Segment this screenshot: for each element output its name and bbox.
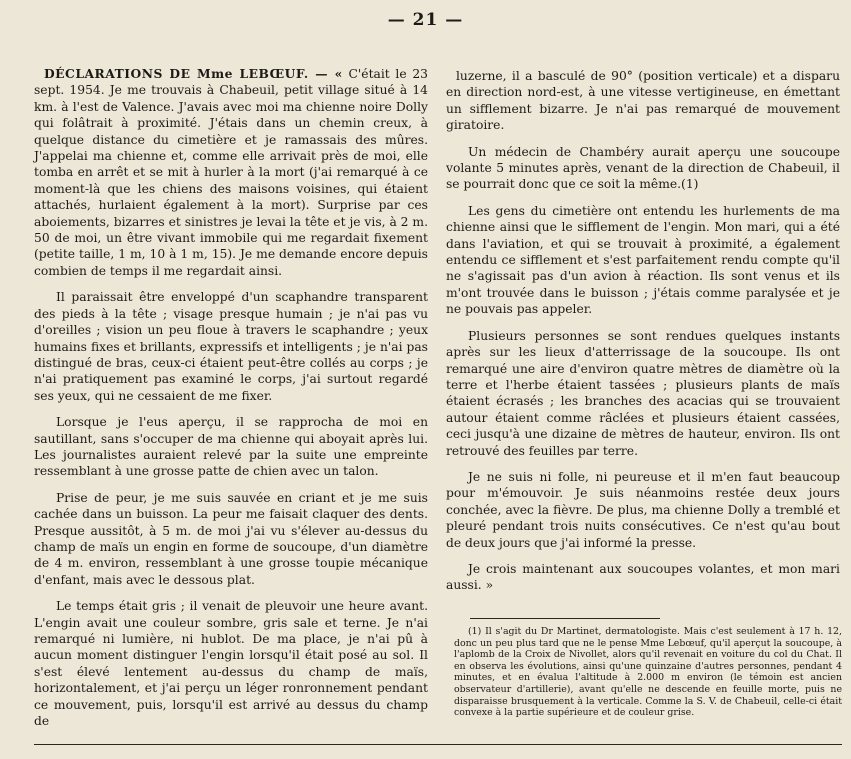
bottom-rule — [34, 744, 842, 745]
article-heading: DÉCLARATIONS DE Mme LEBŒUF. — « — [44, 66, 343, 81]
page-number: — 21 — — [387, 10, 464, 30]
paragraph: Je crois maintenant aux soucoupes volantes, et mon mari aussi. » — [446, 561, 840, 593]
paragraph: Je ne suis ni folle, ni peureuse et il m'en faut beaucoup pour m'émouvoir. Je suis néanmoins restée deux jours conchée, avec la fièvre. De plus, ma chienne Dolly a tremblé et pleuré pendant trois nuits consécutives. Ce n'est qu'au bout de deux jours que j'ai informé la presse. — [446, 469, 840, 550]
footnote-text: (1) Il s'agit du Dr Martinet, dermatologiste. Mais c'est seulement à 17 h. 12, donc un peu plus tard que ne le pense Mme Lebœuf, qu'il aperçut la soucoupe, à l'aplomb de la Croix de Nivollet, alors qu'il revenait en voiture du col du Chat. Il en observa les évolutions, ainsi qu'une quinzaine d'autres personnes, pendant 4 minutes, et en évalua l'altitude à 2.000 m environ (le témoin est ancien observateur d'artillerie), avant qu'elle ne descende en feuille morte, puis ne disparaisse brusquement à la verticale. Comme la S. V. de Chabeuil, celle-ci était convexe à la partie supérieure et de couleur grise. — [454, 626, 842, 719]
footnote — [454, 626, 842, 719]
first-paragraph — [34, 66, 428, 279]
paragraph: Lorsque je l'eus aperçu, il se rapprocha de moi en sautillant, sans s'occuper de ma chienne qui aboyait après lui. Les journalistes auraient relevé par la suite une empreinte ressemblant à une grosse patte de chien avec un talon. — [34, 415, 428, 479]
paragraph: Prise de peur, je me suis sauvée en criant et je me suis cachée dans un buisson. La peur me faisait claquer des dents. Presque aussitôt, à 5 m. de moi j'ai vu s'élever au-dessus du champ de maïs un engin en forme de soucoupe, d'un diamètre de 4 m. environ, ressemblant à une grosse toupie mécanique d'enfant, mais avec le dessous plat. — [34, 490, 428, 587]
paragraph: luzerne, il a basculé de 90° (position verticale) et a disparu en direction nord-est, à une vitesse vertigineuse, en émettant un sifflement bizarre. Je n'ai pas remarqué de mouvement giratoire. — [446, 69, 840, 133]
paragraph: Il paraissait être enveloppé d'un scaphandre transparent des pieds à la tête ; visage presque humain ; je n'ai pas vu d'oreilles ; vision un peu floue à travers le scaphandre ; yeux humains fixes et brillants, expressifs et intelligents ; je n'ai pas distingué de bras, ceux-ci étaient peut-être collés au corps ; je n'ai pratiquement pas examiné le corps, j'ai surtout regardé ses yeux, qui ne cessaient de me fixer. — [34, 290, 428, 403]
footnote-divider — [470, 618, 660, 619]
right-column — [446, 68, 840, 604]
left-column — [34, 66, 428, 739]
paragraph: Un médecin de Chambéry aurait aperçu une soucoupe volante 5 minutes après, venant de la direction de Chabeuil, il se pourrait donc que ce soit la même.(1) — [446, 144, 840, 192]
paragraph: Le temps était gris ; il venait de pleuvoir une heure avant. L'engin avait une couleur sombre, gris sale et terne. Je n'ai remarqué ni lumière, ni hublot. De ma place, je n'ai pû à aucun moment distinguer l'engin lorsqu'il était posé au sol. Il s'est élevé lentement au-dessus du champ de maïs, horizontalement, et j'ai perçu un léger ronronnement pendant ce mouvement, puis, lorsqu'il est arrivé au dessus du champ de — [34, 599, 428, 729]
paragraph: Plusieurs personnes se sont rendues quelques instants après sur les lieux d'atterrissage de la soucoupe. Ils ont remarqué une aire d'environ quatre mètres de diamètre où la terre et l'herbe étaient tassées ; plusieurs plants de maïs étaient écrasés ; les branches des acacias qui se trouvaient autour étaient comme râclées et plusieurs étaient cassées, ceci jusqu'à une dizaine de mètres de hauteur, environ. Ils ont retrouvé des feuilles par terre. — [446, 328, 840, 458]
paragraph-text: C'était le 23 sept. 1954. Je me trouvais à Chabeuil, petit village situé à 14 km. à l'est de Valence. J'avais avec moi ma chienne noire Dolly qui folâtrait à proximité. J'étais dans un chemin creux, à quelque distance du cimetière et je ramassais des mûres. J'appelai ma chienne et, comme elle arrivait près de moi, elle tomba en arrêt et se mit à hurler à la mort (j'ai remarqué à ce moment-là que les chiens des maisons voisines, qui étaient attachés, hurlaient également à la mort). Surprise par ces aboiements, bizarres et sinistres je levai la tête et je vis, à 2 m. 50 de moi, un être vivant immobile qui me regardait fixement (petite taille, 1 m, 10 à 1 m, 15). Je me demande encore depuis combien de temps il me regardait ainsi. — [34, 67, 428, 278]
paragraph: Les gens du cimetière ont entendu les hurlements de ma chienne ainsi que le sifflement de l'engin. Mon mari, qui a été dans l'aviation, et qui se trouvait à proximité, a également entendu ce sifflement et s'est parfaitement rendu compte qu'il ne s'agissait pas d'un avion à réaction. Ils sont venus et ils m'ont trouvée dans le buisson ; j'étais comme paralysée et je ne pouvais pas appeler. — [446, 203, 840, 317]
